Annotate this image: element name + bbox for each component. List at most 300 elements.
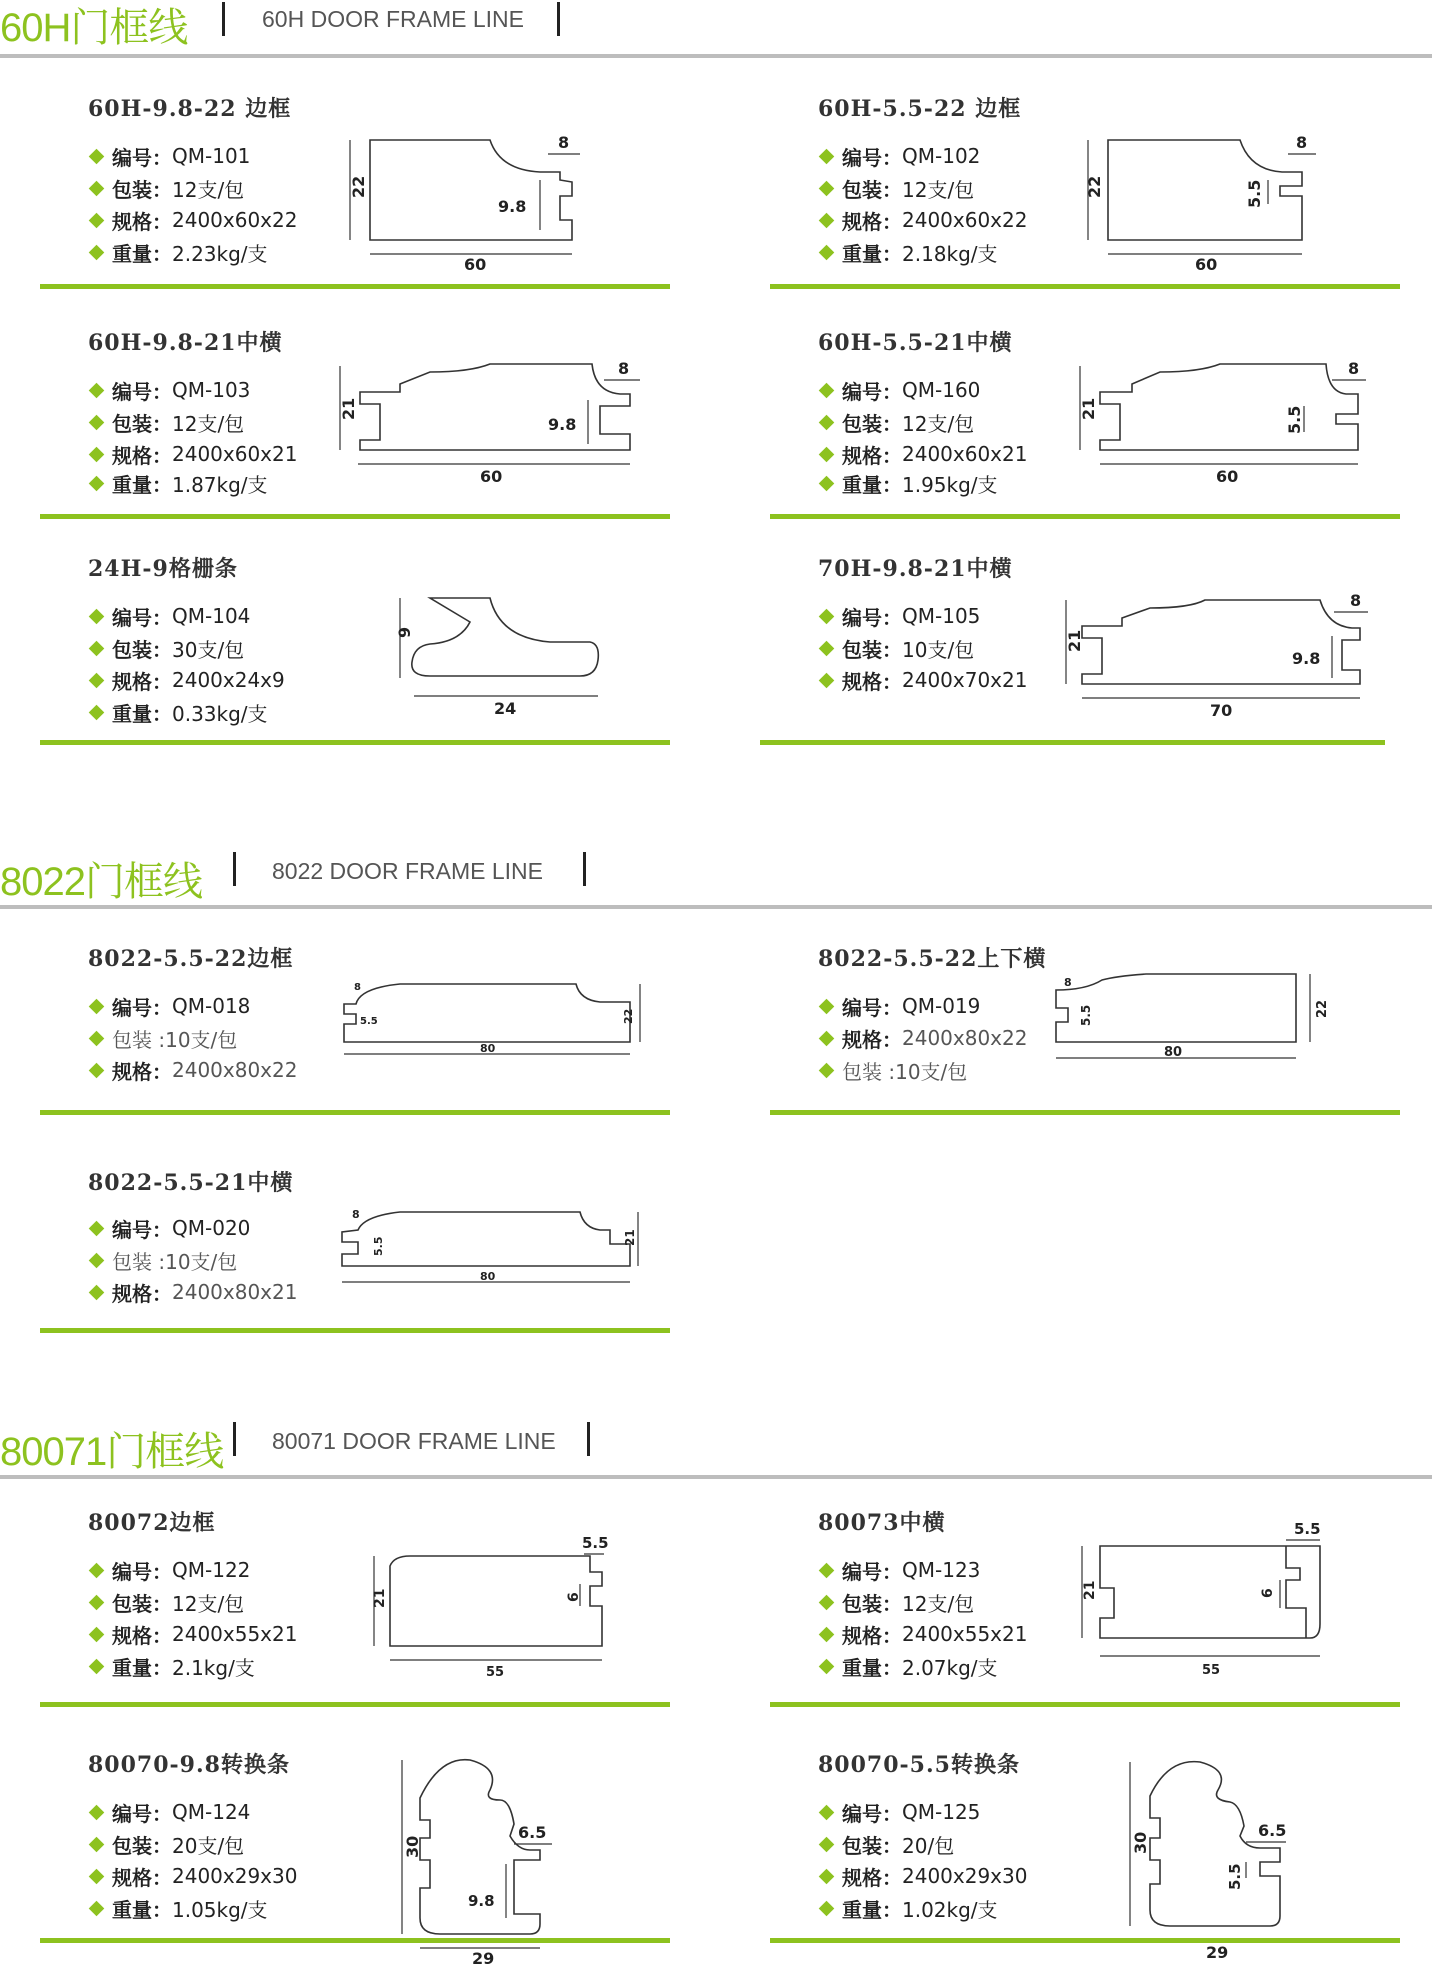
section-title-cn: 60H门框线 [0,6,188,50]
spec-list [88,1796,297,1924]
product-title: 80073中横 [818,1510,946,1536]
spec-size [88,204,297,236]
spec-value: 12支/包 [172,177,245,202]
diamond-bullet-icon [89,1868,105,1884]
dim-width-label: 60 [464,255,487,274]
spec-label: 规格： [842,443,902,468]
section-header-80071 [0,1420,1438,1490]
spec-pack [818,632,1027,664]
spec-list [88,140,297,268]
spec-label: 编号： [112,1217,172,1242]
card-underline [40,1938,670,1943]
product-title: 8022-5.5-22边框 [88,946,294,972]
dim-b-label: 5.5 [1079,1004,1093,1026]
spec-value: QM-103 [172,378,251,402]
diamond-bullet-icon [89,640,105,656]
diamond-bullet-icon [819,640,835,656]
profile-drawing [1060,354,1400,504]
spec-label: 包装： [112,637,172,662]
diamond-bullet-icon [89,704,105,720]
section-title-en: 60H DOOR FRAME LINE [262,6,524,32]
diamond-bullet-icon [819,608,835,624]
spec-list [818,600,1027,696]
product-title: 60H-9.8-22 边框 [88,96,292,122]
spec-label: 编号： [842,605,902,630]
spec-pack [88,632,285,664]
spec-label: 编号： [112,379,172,404]
card-underline [760,740,1385,745]
dim-b-label: 9.8 [498,197,527,216]
card-underline [770,514,1400,519]
dim-a-label: 5.5 [582,1534,609,1552]
card-underline [40,284,670,289]
spec-code [88,140,297,172]
spec-value: 2400x70x21 [902,668,1028,692]
spec-label: 规格： [112,1059,172,1084]
diamond-bullet-icon [89,998,105,1014]
spec-label: 规格： [112,1281,172,1306]
divider [557,2,560,36]
spec-value: 2400x55x21 [172,1622,298,1646]
spec-value: 2400x60x21 [902,442,1028,466]
section-title-cn: 8022门框线 [0,860,202,904]
diamond-bullet-icon [819,1626,835,1642]
spec-value: 1.87kg/支 [172,472,268,497]
product-title: 8022-5.5-22上下横 [818,946,1047,972]
spec-value: 2400x80x22 [902,1026,1028,1050]
spec-value: 30支/包 [172,637,245,662]
diamond-bullet-icon [89,1658,105,1674]
spec-value: 2400x29x30 [172,1864,298,1888]
diamond-bullet-icon [819,1836,835,1852]
spec-label: 编号： [112,1559,172,1584]
diamond-bullet-icon [819,1030,835,1046]
spec-list [88,600,285,728]
diamond-bullet-icon [819,180,835,196]
dim-width-label: 24 [494,699,517,718]
spec-value: 20/包 [902,1833,955,1858]
spec-label: 包装： [842,411,902,436]
spec-size [818,204,1027,236]
diamond-bullet-icon [89,180,105,196]
spec-value: 2.1kg/支 [172,1655,255,1680]
spec-label: 包装 : [112,1027,166,1052]
diamond-bullet-icon [819,212,835,228]
dim-a-label: 5.5 [1294,1520,1321,1538]
spec-label: 编号： [842,145,902,170]
dim-b-label: 5.5 [372,1236,385,1256]
profile-drawing [330,978,670,1098]
spec-value: 2400x80x22 [172,1058,298,1082]
dim-height-label: 22 [1085,175,1104,198]
dim-a-label: 8 [558,133,570,152]
spec-value: QM-125 [902,1800,981,1824]
dim-b-label: 6 [566,1592,582,1602]
dim-b-label: 5.5 [1226,1863,1244,1890]
dim-a-label: 8 [354,982,361,993]
spec-label: 编号： [842,1801,902,1826]
spec-label: 包装： [842,637,902,662]
dim-b-label: 9.8 [468,1892,495,1910]
card-underline [40,1702,670,1707]
diamond-bullet-icon [89,475,105,491]
spec-value: 2400x55x21 [902,1622,1028,1646]
spec-value: 2400x80x21 [172,1280,298,1304]
spec-weight [818,236,1027,268]
spec-label: 规格： [842,1027,902,1052]
spec-label: 重量： [112,1655,172,1680]
section-title-en: 8022 DOOR FRAME LINE [272,858,543,884]
dim-width-label: 55 [1202,1663,1221,1678]
diamond-bullet-icon [89,414,105,430]
spec-size [818,438,1027,470]
spec-weight [88,470,297,496]
diamond-bullet-icon [819,382,835,398]
product-card-qm-125 [770,1748,1410,1962]
spec-code [818,1554,1027,1586]
dim-b-label: 9.8 [548,415,577,434]
spec-list [88,374,297,496]
spec-label: 重量： [842,1897,902,1922]
spec-label: 编号： [842,1559,902,1584]
diamond-bullet-icon [819,1868,835,1884]
spec-list [818,374,1027,496]
spec-code [818,1796,1027,1828]
spec-value: 2.18kg/支 [902,241,998,266]
product-card-qm-160 [770,326,1410,526]
spec-value: QM-122 [172,1558,251,1582]
spec-value: 1.02kg/支 [902,1897,998,1922]
dim-height-label: 21 [1082,1580,1098,1600]
spec-value: 0.33kg/支 [172,701,268,726]
spec-list [818,1796,1027,1924]
dim-height-label: 22 [1315,999,1330,1018]
dim-b-label: 5.5 [1245,179,1264,208]
card-underline [770,1702,1400,1707]
spec-code [88,990,297,1022]
spec-label: 编号： [112,995,172,1020]
dim-a-label: 6.5 [1258,1821,1287,1840]
dim-a-label: 8 [352,1208,360,1221]
diamond-bullet-icon [89,1594,105,1610]
product-card-qm-102 [770,92,1410,292]
dim-a-label: 8 [1296,133,1308,152]
diamond-bullet-icon [89,1804,105,1820]
spec-label: 包装： [112,411,172,436]
dim-width-label: 80 [480,1270,496,1283]
dim-width-label: 60 [1216,467,1239,486]
spec-size [88,1276,297,1308]
card-underline [770,1110,1400,1115]
product-title: 60H-9.8-21中横 [88,330,283,356]
dim-height-label: 21 [623,1229,637,1246]
product-title: 24H-9格栅条 [88,556,238,582]
divider [583,852,586,886]
profile-drawing [1100,1744,1400,1962]
dim-width-label: 80 [480,1042,496,1055]
spec-list [88,1212,297,1308]
spec-list [818,140,1027,268]
product-card-qm-018 [40,942,680,1122]
product-card-qm-104 [40,552,680,752]
product-card-qm-103 [40,326,680,526]
diamond-bullet-icon [819,244,835,260]
section-rule [0,905,1432,909]
spec-value: QM-018 [172,994,251,1018]
dim-a-label: 8 [1064,976,1072,989]
spec-pack [88,1586,297,1618]
divider [233,1422,236,1456]
diamond-bullet-icon [89,1220,105,1236]
diamond-bullet-icon [89,244,105,260]
dim-height-label: 21 [372,1588,388,1608]
spec-value: 12支/包 [172,1591,245,1616]
section-header-60h [0,0,1438,70]
spec-value: QM-124 [172,1800,251,1824]
product-title: 70H-9.8-21中横 [818,556,1013,582]
diamond-bullet-icon [819,1900,835,1916]
spec-label: 包装： [842,1591,902,1616]
spec-label: 编号： [112,1801,172,1826]
dim-width-label: 80 [1164,1045,1183,1060]
dim-height-label: 22 [349,175,368,198]
spec-weight [818,1650,1027,1682]
diamond-bullet-icon [89,212,105,228]
diamond-bullet-icon [89,672,105,688]
spec-value: 2400x60x22 [902,208,1028,232]
dim-height-label: 21 [339,397,358,420]
spec-code [818,374,1027,406]
diamond-bullet-icon [819,1804,835,1820]
diamond-bullet-icon [819,998,835,1014]
diamond-bullet-icon [819,446,835,462]
diamond-bullet-icon [819,148,835,164]
spec-label: 规格： [112,443,172,468]
spec-label: 包装： [842,1833,902,1858]
spec-weight [88,236,297,268]
spec-value: 12支/包 [172,411,245,436]
spec-size [88,438,297,470]
diamond-bullet-icon [89,382,105,398]
spec-size [818,664,1027,696]
divider [587,1422,590,1456]
spec-weight [818,1892,1027,1924]
spec-label: 规格： [112,209,172,234]
dim-height-label: 22 [622,1008,635,1024]
spec-value: 2400x29x30 [902,1864,1028,1888]
diamond-bullet-icon [819,1594,835,1610]
product-title: 60H-5.5-21中横 [818,330,1013,356]
spec-value: 10支/包 [895,1059,968,1084]
spec-pack [818,1828,1027,1860]
product-card-qm-019 [770,942,1410,1122]
dim-width-label: 55 [486,1665,505,1680]
spec-code [818,990,1027,1022]
diamond-bullet-icon [819,1658,835,1674]
spec-value: QM-160 [902,378,981,402]
diamond-bullet-icon [819,672,835,688]
profile-drawing [360,582,660,732]
spec-label: 编号： [842,995,902,1020]
spec-value: 10支/包 [165,1027,238,1052]
spec-size [88,1054,297,1086]
card-underline [40,1328,670,1333]
spec-list [818,990,1027,1086]
spec-label: 规格： [112,669,172,694]
spec-code [88,1212,297,1244]
spec-label: 包装 : [842,1059,896,1084]
spec-label: 规格： [112,1865,172,1890]
spec-weight [818,470,1027,496]
diamond-bullet-icon [89,1252,105,1268]
spec-size [88,664,285,696]
spec-label: 重量： [842,1655,902,1680]
diamond-bullet-icon [89,148,105,164]
spec-label: 编号： [842,379,902,404]
spec-pack [818,1586,1027,1618]
spec-label: 包装： [842,177,902,202]
diamond-bullet-icon [819,1562,835,1578]
card-underline [770,284,1400,289]
spec-value: QM-123 [902,1558,981,1582]
dim-a-label: 8 [618,359,630,378]
spec-value: 1.95kg/支 [902,472,998,497]
dim-height-label: 9 [395,626,414,638]
diamond-bullet-icon [89,1562,105,1578]
spec-value: 2400x60x21 [172,442,298,466]
spec-label: 重量： [112,472,172,497]
diamond-bullet-icon [89,1836,105,1852]
dim-width-label: 70 [1210,701,1233,720]
spec-weight [88,696,285,728]
spec-value: 2.23kg/支 [172,241,268,266]
dim-width-label: 29 [472,1949,495,1968]
spec-value: QM-105 [902,604,981,628]
dim-height-label: 21 [1079,397,1098,420]
spec-label: 包装： [112,1591,172,1616]
diamond-bullet-icon [819,414,835,430]
spec-list [818,1554,1027,1682]
spec-pack [88,1828,297,1860]
dim-width-label: 29 [1206,1943,1229,1962]
product-title: 80070-9.8转换条 [88,1752,290,1778]
spec-size [818,1618,1027,1650]
spec-size [88,1618,297,1650]
spec-value: QM-102 [902,144,981,168]
spec-value: 10支/包 [165,1249,238,1274]
spec-size [818,1860,1027,1892]
dim-b-label: 9.8 [1292,649,1321,668]
product-title: 80070-5.5转换条 [818,1752,1020,1778]
dim-a-label: 8 [1348,359,1360,378]
profile-drawing [380,1738,660,1968]
profile-drawing [1060,1520,1400,1688]
diamond-bullet-icon [89,446,105,462]
spec-value: QM-019 [902,994,981,1018]
spec-pack [88,1244,297,1276]
dim-height-label: 30 [1131,1831,1150,1854]
card-underline [40,1110,670,1115]
section-title-en: 80071 DOOR FRAME LINE [272,1428,556,1454]
product-title: 60H-5.5-22 边框 [818,96,1022,122]
spec-pack [88,1022,297,1054]
spec-value: 10支/包 [902,637,975,662]
spec-label: 包装： [112,177,172,202]
spec-label: 重量： [842,472,902,497]
spec-value: 1.05kg/支 [172,1897,268,1922]
diamond-bullet-icon [89,1284,105,1300]
dim-height-label: 30 [403,1835,422,1858]
profile-drawing [1046,972,1396,1092]
spec-label: 规格： [842,209,902,234]
profile-drawing [330,354,670,504]
profile-drawing [330,1206,670,1326]
spec-weight [88,1892,297,1924]
spec-value: QM-101 [172,144,251,168]
spec-value: 20支/包 [172,1833,245,1858]
spec-code [88,600,285,632]
spec-value: 12支/包 [902,1591,975,1616]
spec-label: 重量： [112,1897,172,1922]
spec-value: 2400x24x9 [172,668,285,692]
spec-pack [88,172,297,204]
product-card-qm-122 [40,1506,680,1706]
card-underline [770,1938,1400,1943]
spec-list [88,990,297,1086]
spec-label: 规格： [842,1623,902,1648]
spec-pack [818,172,1027,204]
product-card-qm-101 [40,92,680,292]
card-underline [40,514,670,519]
spec-label: 包装： [112,1833,172,1858]
spec-value: QM-104 [172,604,251,628]
diamond-bullet-icon [819,1062,835,1078]
spec-label: 规格： [112,1623,172,1648]
diamond-bullet-icon [89,1900,105,1916]
diamond-bullet-icon [89,1626,105,1642]
dim-width-label: 60 [1195,255,1218,274]
product-title: 80072边框 [88,1510,216,1536]
spec-code [88,374,297,406]
spec-size [88,1860,297,1892]
spec-label: 编号： [112,145,172,170]
spec-label: 重量： [112,241,172,266]
section-title-cn: 80071门框线 [0,1430,224,1474]
diamond-bullet-icon [89,608,105,624]
spec-pack [818,406,1027,438]
dim-b-label: 5.5 [360,1016,378,1027]
product-card-qm-020 [40,1166,680,1346]
product-card-qm-105 [760,552,1400,752]
spec-pack [818,1054,1027,1086]
spec-label: 编号： [112,605,172,630]
card-underline [40,740,670,745]
spec-value: 12支/包 [902,177,975,202]
spec-label: 包装 : [112,1249,166,1274]
diamond-bullet-icon [89,1030,105,1046]
dim-a-label: 6.5 [518,1823,547,1842]
spec-label: 规格： [842,669,902,694]
spec-pack [88,406,297,438]
section-rule [0,54,1432,58]
spec-weight [88,1650,297,1682]
spec-label: 规格： [842,1865,902,1890]
spec-size [818,1022,1027,1054]
profile-drawing [340,120,670,274]
profile-drawing [1060,582,1400,732]
spec-code [88,1554,297,1586]
section-rule [0,1475,1432,1479]
